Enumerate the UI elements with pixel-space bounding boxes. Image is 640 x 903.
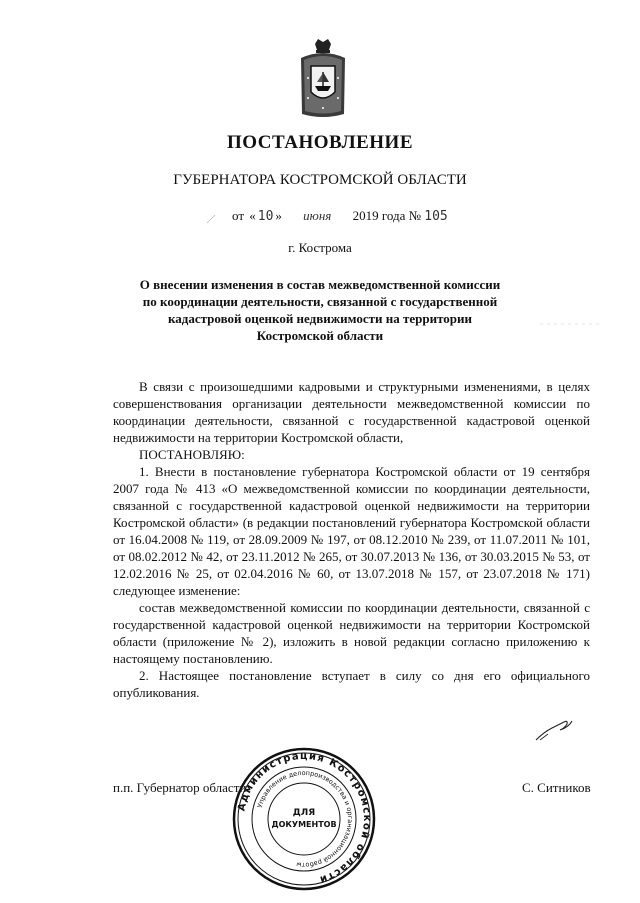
heading-line: Костромской области — [256, 328, 384, 343]
document-heading — [120, 276, 520, 344]
seal-inner-text: Управление делопроизводства и организационной работы — [255, 768, 355, 870]
document-title: ПОСТАНОВЛЕНИЕ — [226, 132, 414, 153]
body-paragraph: 2. Настоящее постановление вступает в силу со дня его официального опубликования. — [113, 668, 590, 700]
date-day: 10 — [257, 209, 274, 224]
seal-center-line2: ДОКУМЕНТОВ — [271, 820, 337, 829]
handwritten-signature — [534, 718, 574, 742]
svg-text:Управление делопроизводства и — [256, 769, 354, 869]
date-month: июня — [303, 208, 332, 223]
heading-line: кадастровой оценкой недвижимости на территории — [167, 311, 472, 326]
date-quote-close: » — [275, 208, 282, 223]
body-paragraph: В связи с произошедшими кадровыми и структурными изменениями, в целях совершенствования организации деятельности межведомственной комиссии по координации деятельности, связанной с государственной кадастровой оценкой недвижимости на территории Костромской области, — [113, 379, 590, 445]
signature-name: С. Ситников — [522, 780, 591, 795]
document-issuer: ГУБЕРНАТОРА КОСТРОМСКОЙ ОБЛАСТИ — [173, 172, 467, 188]
signature-position: п.п. Губернатор области — [113, 780, 247, 795]
body-paragraph: состав межведомственной комиссии по координации деятельности, связанной с государственной кадастровой оценкой недвижимости на территории Костромской области (приложение № 2), изложить в новой редакции согласно приложению к настоящему постановлению. — [113, 600, 590, 666]
seal-ring-text: Администрация Костромской области — [236, 750, 373, 886]
date-year-text: 2019 года № — [352, 208, 422, 223]
body-paragraph-resolve: ПОСТАНОВЛЯЮ: — [139, 447, 245, 462]
faint-scan-line — [540, 322, 600, 326]
date-line — [232, 208, 448, 224]
date-from-label: от — [232, 208, 245, 223]
coat-of-arms-icon — [298, 38, 348, 120]
heading-line: по координации деятельности, связанной с государственной — [142, 294, 498, 309]
body-paragraph: 1. Внести в постановление губернатора Костромской области от 19 сентября 2007 года № 413 «О межведомственной комиссии по координации деятельности, связанной с государственной кадастровой оценкой недвижимости на территории Костромской области» (в редакции постановлений губернатора Костромской области от 16.04.2008 № 119, от 28.09.2009 № 197, от 08.12.2010 № 239, от 11.07.2011 № 101, от 08.02.2012 № 42, от 23.11.2012 № 265, от 30.07.2013 № 136, от 30.03.2015 № 53, от 12.02.2016 № 25, от 02.04.2016 № 60, от 13.07.2018 № 157, от 23.07.2018 № 171) следующее изменение: — [113, 464, 590, 598]
seal-center-line1: ДЛЯ — [292, 808, 316, 818]
heading-line: О внесении изменения в состав межведомственной комиссии — [139, 277, 501, 292]
date-quote-open: « — [249, 208, 256, 223]
document-body — [113, 378, 590, 701]
document-number: 105 — [424, 209, 448, 224]
document-city: г. Кострома — [288, 240, 352, 255]
official-seal-stamp — [230, 745, 378, 893]
faint-mark — [206, 214, 216, 224]
